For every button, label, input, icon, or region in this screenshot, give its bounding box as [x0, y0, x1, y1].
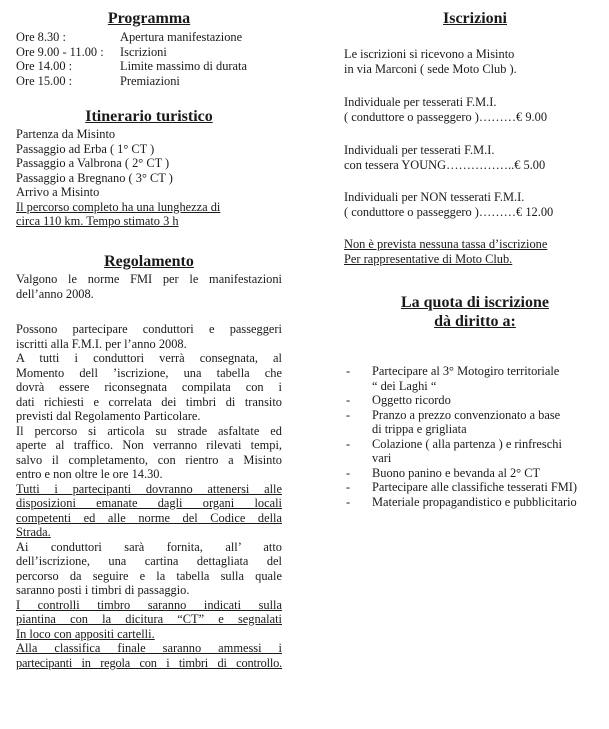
rule-line: competenti ed alle norme del Codice della [16, 510, 282, 525]
itinerary-line: Partenza da Misinto [16, 127, 116, 141]
iscrizioni-intro [344, 47, 606, 76]
rule-line: Strada. [16, 525, 51, 539]
iscrizioni-heading: Iscrizioni [443, 10, 507, 27]
rule-line: piantina con la dicitura “CT” e segnalati [16, 612, 282, 626]
rule-line: saranno posti i timbri di passaggio. [16, 583, 190, 597]
benefit-line: Oggetto ricordo [372, 393, 451, 407]
list-item [344, 466, 606, 481]
list-item [344, 480, 606, 495]
schedule-row [16, 74, 282, 89]
rule-line: In loco con appositi cartelli. [16, 626, 155, 641]
schedule-time: Ore 8.30 : [16, 30, 66, 44]
rule-line: entro e non oltre le ore 14.30. [16, 467, 163, 481]
fee-item [344, 190, 606, 219]
rule-line: Possono partecipare conduttori e passeggeri [16, 322, 282, 336]
regolamento-intro [16, 272, 282, 301]
rule-line: dati richiesti e correlata dei timbri di transito [16, 394, 282, 409]
iscrizioni-note-line: Non è prevista nessuna tassa d’iscrizione [344, 237, 548, 251]
programma-schedule [16, 30, 282, 88]
fee-price: ( conduttore o passeggero )………€ 9.00 [344, 109, 548, 124]
rule-line: dell’iscrizione, una cartina dettagliata del [16, 554, 282, 568]
rule-line: Alla classifica finale saranno ammessi i [16, 641, 282, 655]
rule-line: dovrà essere riconsegnata compilata con i [16, 380, 282, 394]
list-item [344, 364, 606, 393]
regolamento-body [16, 322, 282, 670]
bullet-dash: - [346, 407, 351, 422]
schedule-desc: Apertura manifestazione [120, 30, 243, 44]
benefit-line: vari [372, 451, 392, 465]
bullet-dash: - [346, 436, 351, 451]
schedule-desc: Limite massimo di durata [120, 59, 247, 73]
rule-line: percorso da seguire e la tabella sulla quale [16, 568, 282, 583]
itinerary-line: Arrivo a Misinto [16, 185, 100, 199]
benefit-line: Materiale propagandistico e pubblicitario [372, 494, 577, 509]
regolamento-heading: Regolamento [104, 253, 194, 270]
list-item [344, 437, 606, 466]
benefit-line: Partecipare alle classifiche tesserati FMI) [372, 480, 578, 494]
schedule-time: Ore 9.00 - 11.00 : [16, 44, 104, 59]
bullet-dash: - [346, 364, 351, 378]
fee-item [344, 95, 606, 124]
rule-line: Ai conduttori sarà fornita, all’ atto [16, 539, 282, 554]
fee-label: Individuali per NON tesserati F.M.I. [344, 190, 525, 204]
fee-price: ( conduttore o passeggero )………€ 12.00 [344, 204, 554, 219]
schedule-row [16, 59, 282, 74]
bullet-dash: - [346, 465, 351, 480]
quota-subheading: dà diritto a: [434, 313, 516, 330]
benefit-line: “ dei Laghi “ [372, 378, 437, 393]
list-item [344, 393, 606, 408]
rule-line: Momento dell ’iscrizione, una tabella che [16, 365, 282, 380]
rule-line: iscritti alla F.M.I. per l’anno 2008. [16, 336, 187, 351]
schedule-row [16, 45, 282, 60]
rule-line: Il percorso si articola su strade asfaltate ed [16, 423, 282, 438]
benefit-line: Buono panino e bevanda al 2° CT [372, 465, 541, 480]
schedule-row [16, 30, 282, 45]
iscrizioni-line: Le iscrizioni si ricevono a Misinto [344, 47, 515, 61]
schedule-time: Ore 14.00 : [16, 59, 73, 73]
schedule-desc: Premiazioni [120, 73, 180, 88]
itinerary-line: Passaggio a Valbrona ( 2° CT ) [16, 156, 170, 170]
itinerario-list [16, 127, 282, 229]
bullet-dash: - [346, 494, 351, 509]
bullet-dash: - [346, 393, 351, 407]
benefit-line: Pranzo a prezzo convenzionato a base [372, 407, 561, 422]
fee-item [344, 143, 606, 172]
rule-line: aperte al traffico. Non verranno rilevati tempi, [16, 438, 282, 452]
benefit-line: di trippa e grigliata [372, 422, 467, 436]
schedule-time: Ore 15.00 : [16, 73, 73, 88]
list-item [344, 495, 606, 510]
quota-benefits-list [344, 364, 606, 509]
list-item [344, 408, 606, 437]
rule-line: I controlli timbro saranno indicati sulla [16, 597, 282, 612]
iscrizioni-note-line: Per rappresentative di Moto Club. [344, 251, 513, 266]
itinerary-line: Passaggio ad Erba ( 1° CT ) [16, 141, 155, 156]
rule-line: salvo il completamento, con rientro a Misinto [16, 452, 282, 467]
rule-line: Valgono le norme FMI per le manifestazioni [16, 272, 282, 286]
itinerary-line: Passaggio a Bregnano ( 3° CT ) [16, 170, 173, 185]
itinerary-note-line: Il percorso completo ha una lunghezza di [16, 199, 221, 214]
programma-heading: Programma [107, 10, 191, 27]
fee-price: con tessera YOUNG……………..€ 5.00 [344, 157, 546, 172]
benefit-line: Colazione ( alla partenza ) e rinfreschi [372, 436, 562, 451]
fee-label: Individuale per tesserati F.M.I. [344, 95, 497, 109]
rule-line: previsti dal Regolamento Particolare. [16, 409, 201, 423]
schedule-desc: Iscrizioni [120, 44, 167, 59]
bullet-dash: - [346, 480, 351, 494]
quota-heading: La quota di iscrizione [400, 294, 549, 311]
rule-line: disposizioni emanate dagli organi locali [16, 496, 282, 510]
fee-label: Individuali per tesserati F.M.I. [344, 143, 495, 157]
rule-line: Tutti i partecipanti dovranno attenersi alle [16, 481, 282, 496]
iscrizioni-note [344, 237, 606, 266]
rule-line: partecipanti in regola con i timbri di controllo. [16, 655, 282, 670]
rule-line: A tutti i conduttori verrà consegnata, al [16, 351, 282, 365]
itinerary-note-line: circa 110 km. Tempo stimato 3 h [16, 214, 179, 228]
iscrizioni-line: in via Marconi ( sede Moto Club ). [344, 61, 517, 76]
rule-line: dell’anno 2008. [16, 286, 94, 301]
itinerario-heading: Itinerario turistico [85, 108, 213, 125]
benefit-line: Partecipare al 3° Motogiro territoriale [372, 364, 560, 378]
